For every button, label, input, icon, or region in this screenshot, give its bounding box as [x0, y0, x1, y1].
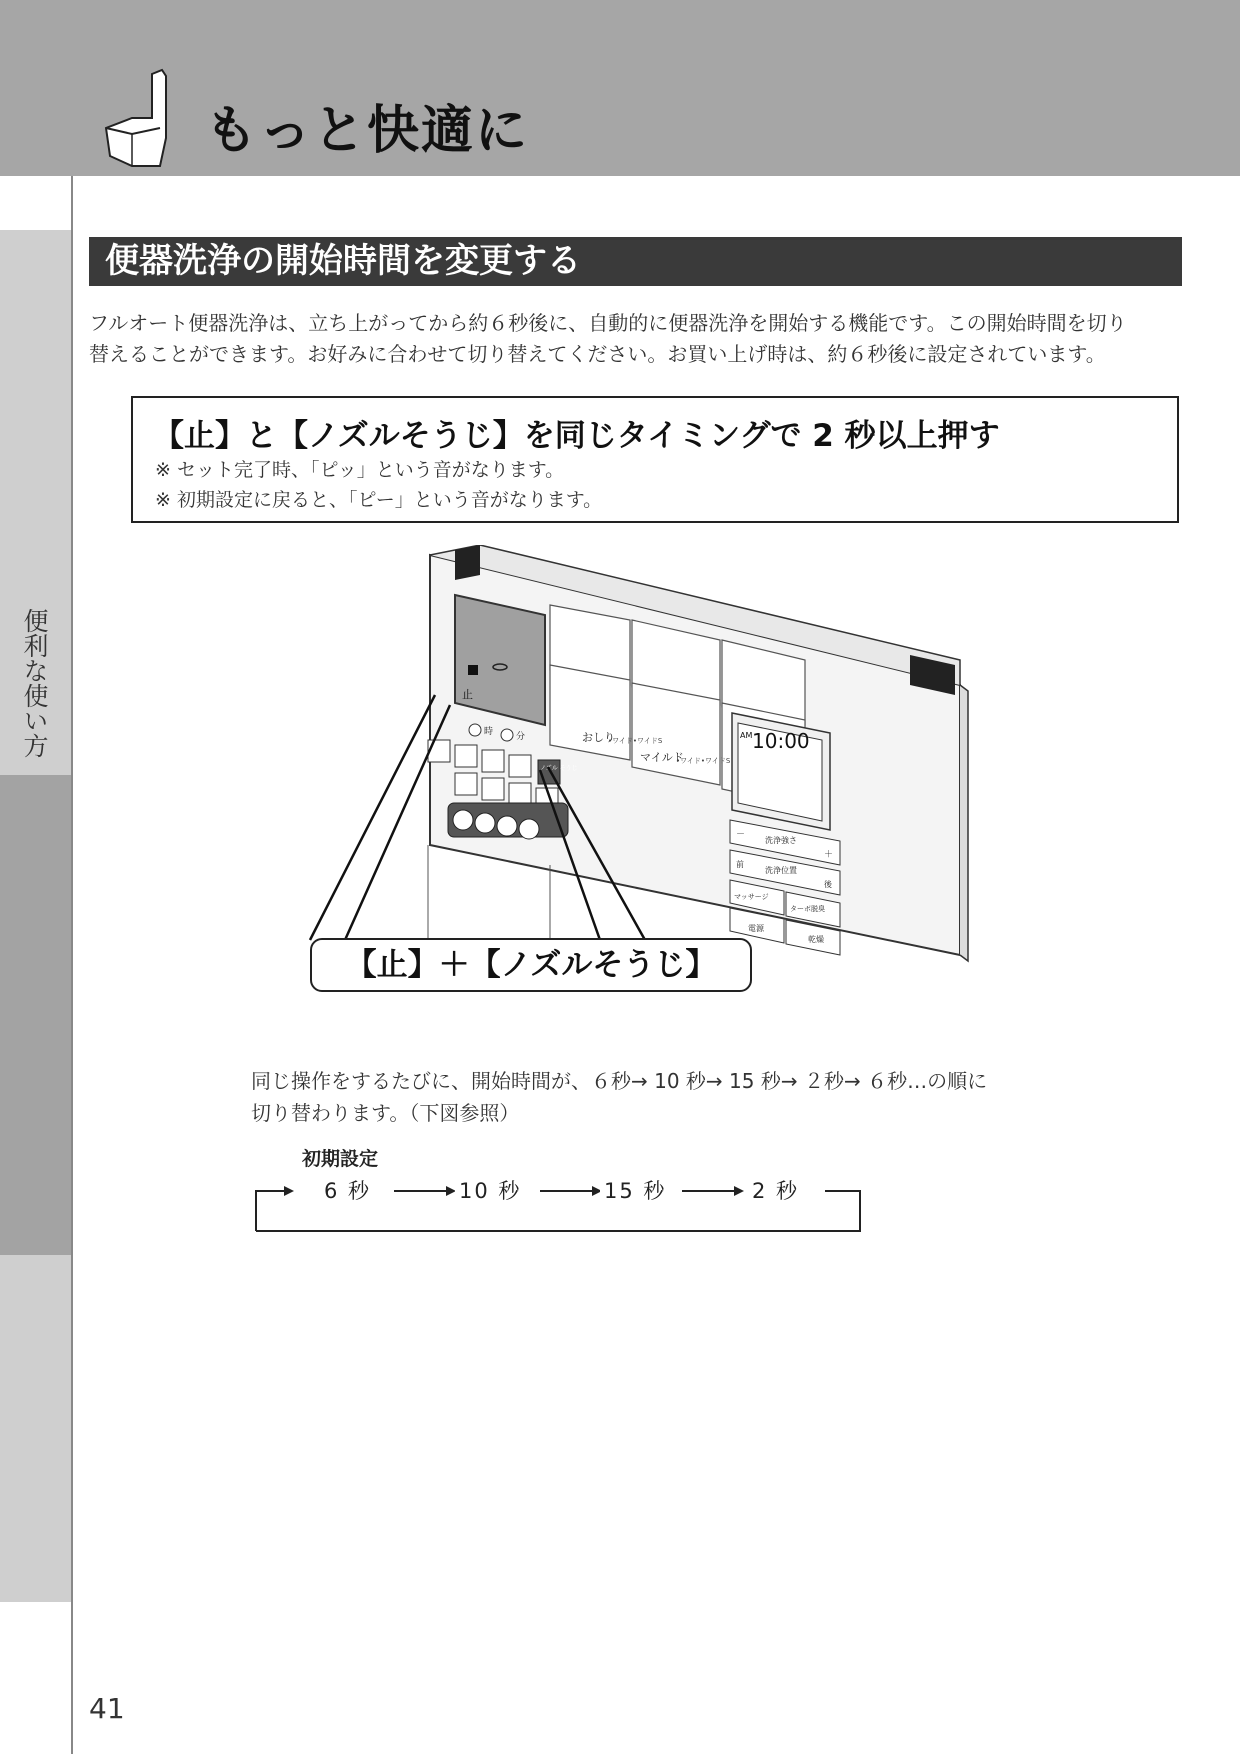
- loop-return-line: [256, 1191, 292, 1231]
- intro-line: フルオート便器洗浄は、立ち上がってから約６秒後に、自動的に便器洗浄を開始する機能です。この開始時間を切り: [89, 311, 1127, 335]
- remote-control-illustration: [300, 545, 1000, 1000]
- front-label: 前: [736, 860, 744, 869]
- arrow-icon: [284, 1186, 294, 1196]
- wash-position-label: 洗浄位置: [765, 866, 797, 875]
- flow-step: 10 秒: [455, 1175, 525, 1205]
- dry-label: 乾燥: [808, 935, 824, 944]
- side-tab-middle: [0, 775, 71, 1255]
- description-line: 切り替わります。（下図参照）: [251, 1101, 520, 1125]
- instruction-title: 【止】と【ノズルそうじ】を同じタイミングで 2 秒以上押す: [153, 418, 1000, 454]
- button-combo-callout: 【止】＋【ノズルそうじ】: [310, 938, 752, 992]
- plus-label: ＋: [824, 850, 834, 860]
- power-label: 電源: [748, 924, 764, 933]
- page-number: 41: [89, 1692, 125, 1725]
- hour-label: 時: [484, 727, 494, 737]
- instruction-box: [131, 396, 1179, 523]
- massage-label: マッサージ: [734, 893, 769, 901]
- intro-line: 替えることができます。お好みに合わせて切り替えてください。お買い上げ時は、約６秒後に設定されています。: [89, 342, 1106, 366]
- chapter-header: [0, 0, 1240, 176]
- ampm-label: AM: [740, 731, 753, 740]
- oshiri-label: おしり: [582, 731, 615, 744]
- oshiri-sub-label: •ワイド•ワイドS: [608, 737, 663, 745]
- margin-line: [71, 176, 73, 1754]
- chapter-title: もっと快適に: [205, 101, 530, 161]
- minus-label: －: [736, 830, 746, 840]
- mild-sub-label: •ワイド•ワイドS: [676, 757, 731, 765]
- clock-display: [732, 713, 830, 830]
- wash-strength-label: 洗浄強さ: [765, 836, 797, 845]
- section-heading-bar: [89, 237, 1182, 286]
- nozzle-label: ノズル そうじ: [540, 765, 578, 772]
- side-tab-label: 便利な使い方: [20, 608, 49, 758]
- minute-label: 分: [516, 732, 526, 742]
- flow-step: 2 秒: [748, 1175, 803, 1205]
- initial-setting-label: 初期設定: [302, 1148, 379, 1170]
- description-line: 同じ操作をするたびに、開始時間が、６秒→ 10 秒→ 15 秒→ ２秒→ ６秒…の順に: [251, 1069, 988, 1093]
- clock-readout: 10:00: [752, 729, 810, 753]
- back-label: 後: [824, 880, 832, 889]
- stop-button-cover: [455, 595, 545, 725]
- instruction-note: ※ 初期設定に戻ると、「ピー」という音がなります。: [155, 489, 603, 511]
- intro-paragraph: [89, 308, 1199, 370]
- turbo-label: ターボ脱臭: [790, 905, 825, 913]
- mild-label: マイルド: [640, 751, 684, 764]
- side-tab-lower: [0, 1255, 71, 1602]
- stop-label: 止: [462, 688, 473, 701]
- arrow-icon: [734, 1186, 744, 1196]
- instruction-note: ※ セット完了時、「ピッ」という音がなります。: [155, 459, 565, 481]
- description-paragraph: [251, 1065, 1071, 1129]
- flow-step: 6 秒: [320, 1175, 375, 1205]
- flow-step: 15 秒: [600, 1175, 670, 1205]
- toilet-icon: [102, 68, 182, 168]
- section-title: 便器洗浄の開始時間を変更する: [105, 241, 581, 281]
